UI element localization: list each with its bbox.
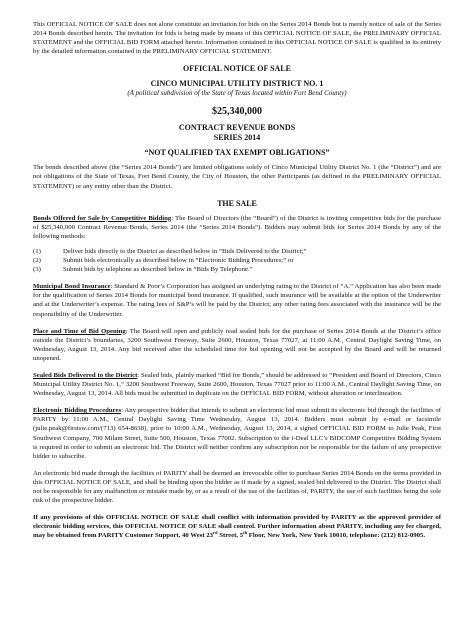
list-item: [33, 247, 441, 256]
conflict-text-a: If any provisions of this OFFICIAL NOTICE OF SALE shall conflict with information provided by PARITY as the approved provider of electronic bidding services, this OFFICIAL NOTICE OF SALE shall control. Further information about PARITY, including any fee charged, may be obtained from PARITY Customer Support, 40 West 23: [33, 514, 441, 540]
conflict-text-c: Floor, New York, New York 10010, telephone: (212) 812-0905.: [247, 532, 426, 540]
conflict-sup-b: th: [243, 530, 248, 536]
notice-title: OFFICIAL NOTICE OF SALE: [183, 64, 291, 74]
section-title: THE SALE: [217, 198, 257, 208]
bonds-offered-heading: Bonds Offered for Sale by Competitive Bidding: [33, 214, 172, 222]
electronic-paragraph: [33, 406, 441, 461]
list-item-text: Submit bids electronically as described below in “Electronic Bidding Procedures;” or: [63, 257, 294, 265]
bonds-offered-text: : The Board of Directors (the “Board”) of the District is inviting competitive bids for the purchase of $25,340,000 Contract Revenue Bonds, Series 2014 (the “Series 2014 Bonds”). Bidders may submit bids for Series 2014 Bonds by any of the following methods:: [33, 214, 441, 240]
bonds-description: The bonds described above (the “Series 2014 Bonds”) are limited obligations solely of Cinco Municipal Utility District No. 1 (the “District”) and are not obligations of the State of Texas, Fort Bend County, the City of Houston, the other Participants (as defined in the PRELIMINARY OFFICIAL STATEMENT) or any entity other than the District.: [33, 164, 441, 190]
insurance-heading: Municipal Bond Insurance: [33, 283, 111, 291]
bond-series: SERIES 2014: [213, 133, 261, 143]
issuer-subtitle: (A political subdivision of the State of Texas located within Fort Bend County): [127, 89, 347, 98]
list-item-text: Deliver bids directly to the District as described below in “Bids Delivered to the District;”: [63, 247, 307, 255]
intro-paragraph: This OFFICIAL NOTICE OF SALE does not alone constitute an invitation for bids on the Series 2014 Bonds but is merely notice of sale of the Series 2014 Bonds described herein. The invitation for bids is being made by means of this OFFICIAL NOTICE OF SALE, the PRELIMINARY OFFICIAL STATEMENT and the OFFICIAL BID FORM attached hereto. Information contained in this OFFICIAL NOTICE OF SALE is qualified in its entirety by the detailed information contained in the PRELIMINARY OFFICIAL STATEMENT.: [33, 21, 441, 56]
sealed-bids-paragraph: [33, 371, 441, 398]
bid-methods-list: [33, 247, 441, 274]
place-time-heading: Place and Time of Bid Opening: [33, 327, 126, 335]
sealed-bids-heading: Sealed Bids Delivered to the District: [33, 371, 138, 379]
list-item: [33, 265, 441, 274]
place-time-text: : The Board will open and publicly read sealed bids for the purchase of Series 2014 Bonds at the District’s office outside the District’s boundaries, 3200 Southwest Freeway, Suite 2600, Houston, Texas 77027, at 11:00 A.M., Central Daylight Saving Time, on Wednesday, August 13, 2014. Any bid received after the scheduled time for bid opening will not be accepted by the Board and will be returned unopened.: [33, 327, 441, 362]
place-time-paragraph: [33, 327, 441, 363]
conflict-paragraph: [33, 513, 441, 540]
insurance-paragraph: [33, 282, 441, 318]
list-item-text: Submit bids by telephone as described below in “Bids By Telephone.”: [63, 266, 253, 274]
bond-type: CONTRACT REVENUE BONDS: [178, 123, 296, 133]
electronic-paragraph-2: An electronic bid made through the facilities of PARITY shall be deemed an irrevocable offer to purchase Series 2014 Bonds on the terms provided in this OFFICIAL NOTICE OF SALE, and shall be binding upon the bidder as if made by a signed, sealed bid delivered to the District. The District shall not be responsible for any malfunction or mistake made by, or as a result of the use of the facilities of, PARITY, the use of such facilities being the sole risk of the prospective bidder.: [33, 469, 441, 505]
list-item-number: (3): [33, 266, 41, 274]
electronic-text: : Any prospective bidder that intends to submit an electronic bid must submit its electronic bid through the facilities of PARITY by 11:00 A.M., Central Daylight Saving Time Wednesday, August 13, 2014. Bidders must submit by e-mail or facsimile (julie.peak@firstsw.com/(713) 654-8638), prior to 10:00 A.M., Wednesday, August 13, 2014, a signed OFFICIAL BID FORM to Julie Peak, First Southwest Company, 700 Milam Street, Suite 500, Houston, Texas 77002. Subscription to the i-Deal LLC’s BIDCOMP Competitive Bidding System is required in order to submit an electronic bid. The District will neither confirm any subscription nor be responsible for the failure of any prospective bidder to subscribe.: [33, 407, 441, 460]
insurance-text: : Standard & Poor’s Corporation has assigned an underlying rating to the District of “A.” Application has also been made for the qualification of Series 2014 Bonds for municipal bond insurance. If qualified, such insurance will be available at the option of the Underwriter and at the Underwriter’s expense. The rating fees of S&P’s will be paid by the District; any other rating fees associated with the insurance will be the responsibility of the Underwriter.: [33, 283, 441, 318]
tax-status: “NOT QUALIFIED TAX EXEMPT OBLIGATIONS”: [144, 148, 330, 158]
bond-amount: $25,340,000: [212, 106, 262, 118]
sealed-bids-text: : Sealed bids, plainly marked “Bid for Bonds,” should be addressed to “President and Board of Directors, Cinco Municipal Utility District No. 1,” 3200 Southwest Freeway, Suite 2600, Houston, Texas 77027 prior to 11:00 A.M., Central Daylight Saving Time, on Wednesday, August 13, 2014. All bids must be submitted in duplicate on the OFFICIAL BID FORM, without alteration or interlineation.: [33, 371, 441, 398]
conflict-sup-a: rd: [213, 530, 218, 536]
list-item-number: (1): [33, 247, 41, 255]
electronic-heading: Electronic Bidding Procedures: [33, 407, 122, 415]
list-item-number: (2): [33, 257, 41, 265]
list-item: [33, 256, 441, 265]
issuer-name: CINCO MUNICIPAL UTILITY DISTRICT NO. 1: [150, 79, 324, 89]
bonds-offered-paragraph: [33, 214, 441, 241]
conflict-text-b: Street, 5: [217, 532, 244, 540]
